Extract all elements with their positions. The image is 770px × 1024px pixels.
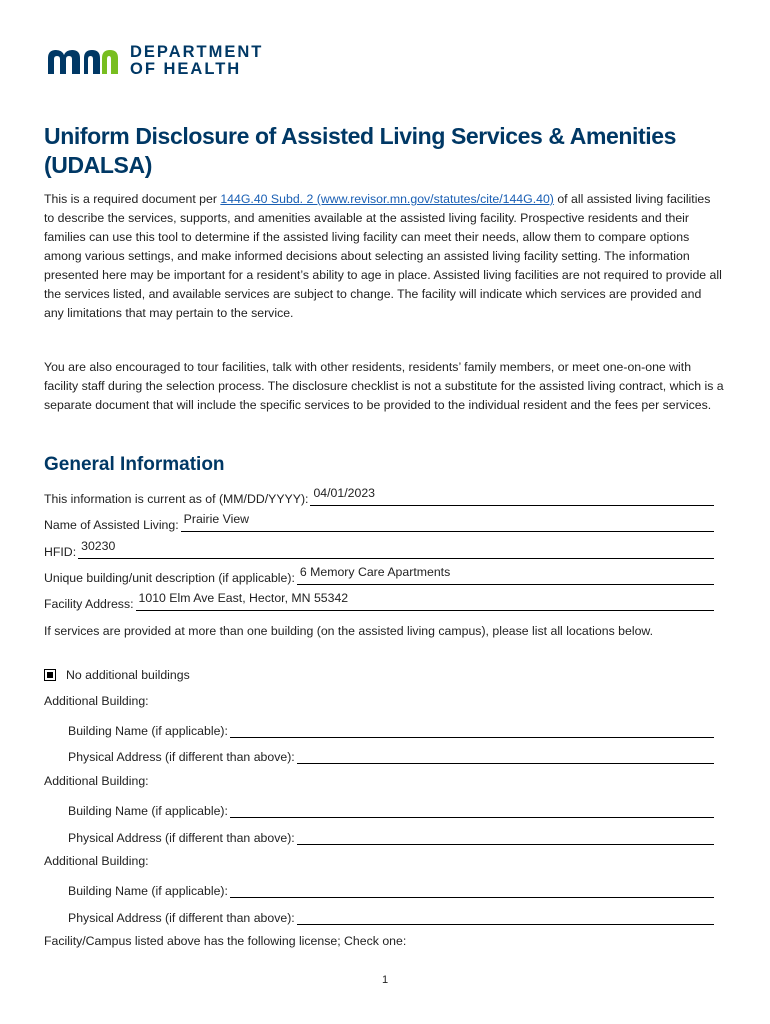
physical-address-label: Physical Address (if different than above):	[68, 750, 295, 764]
mn-logo-icon	[44, 44, 122, 78]
current-as-of-input[interactable]	[310, 483, 714, 506]
facility-address-field	[44, 589, 714, 611]
assisted-living-name-input[interactable]	[181, 509, 714, 532]
physical-address-label: Physical Address (if different than above):	[68, 911, 295, 925]
statute-link[interactable]: 144G.40 Subd. 2 (www.revisor.mn.gov/statutes/cite/144G.40)	[220, 192, 554, 206]
building-name-field	[68, 716, 714, 738]
assisted-living-name-label: Name of Assisted Living:	[44, 518, 179, 532]
no-additional-buildings-option[interactable]	[44, 668, 190, 682]
intro-text-after: of all assisted living facilities to describe the services, supports, and amenities available at the assisted living facility. Prospective residents and their families can use this tool to determine if the assisted living facility can meet their needs, allow them to compare options among various settings, and make informed decisions about selecting an assisted living facility setting. The information presented here may be important for a resident’s ability to age in place. Assisted living facilities are not required to provide all the services listed, and available services are subject to change. The facility will indicate which services are provided and any limitations that may pertain to the service.	[44, 192, 722, 320]
physical-address-input[interactable]	[297, 741, 714, 764]
hfid-value: 30230	[81, 539, 116, 553]
current-as-of-label: This information is current as of (MM/DD/YYYY):	[44, 492, 309, 506]
license-text: Facility/Campus listed above has the following license; Check one:	[44, 934, 407, 948]
physical-address-input[interactable]	[297, 902, 714, 925]
hfid-field	[44, 537, 714, 559]
physical-address-field	[68, 903, 714, 925]
building-name-label: Building Name (if applicable):	[68, 884, 228, 898]
building-name-input[interactable]	[230, 795, 714, 818]
building-name-field	[68, 796, 714, 818]
general-information-heading: General Information	[44, 454, 225, 475]
document-title: Uniform Disclosure of Assisted Living Services & Amenities (UDALSA)	[44, 123, 677, 178]
unit-description-value: 6 Memory Care Apartments	[299, 565, 451, 579]
intro-paragraph-1	[44, 190, 724, 323]
physical-address-field	[68, 742, 714, 764]
facility-address-value: 1010 Elm Ave East, Hector, MN 55342	[138, 591, 349, 605]
current-as-of-value: 04/01/2023	[313, 486, 375, 500]
logo-line-of-health: OF HEALTH	[130, 60, 242, 78]
physical-address-field	[68, 823, 714, 845]
assisted-living-name-value: Prairie View	[183, 512, 250, 526]
building-name-input[interactable]	[230, 875, 714, 898]
facility-address-label: Facility Address:	[44, 597, 134, 611]
additional-building-heading: Additional Building:	[44, 774, 149, 788]
intro-text-before: This is a required document per	[44, 192, 221, 206]
additional-building-heading: Additional Building:	[44, 694, 149, 708]
assisted-living-name-field	[44, 510, 714, 532]
physical-address-label: Physical Address (if different than above):	[68, 831, 295, 845]
intro-paragraph-2: You are also encouraged to tour facilities, talk with other residents, residents’ family members, or meet one-on-one with facility staff during the selection process. The disclosure checklist is not a substitute for the assisted living contract, which is a separate document that will include the specific services to be provided to the individual resident and the fees per services.	[44, 360, 724, 412]
current-as-of-field	[44, 484, 714, 506]
checkbox-checked[interactable]	[44, 669, 56, 681]
building-name-field	[68, 876, 714, 898]
mdh-logo	[44, 44, 263, 78]
logo-line-department: DEPARTMENT	[130, 43, 264, 61]
hfid-input[interactable]	[78, 536, 714, 559]
unit-description-input[interactable]	[297, 562, 714, 585]
additional-building-heading: Additional Building:	[44, 854, 149, 868]
no-additional-buildings-label: No additional buildings	[66, 668, 190, 682]
unit-description-field	[44, 563, 714, 585]
page-number: 1	[381, 974, 389, 986]
multi-building-text: If services are provided at more than one building (on the assisted living campus), please list all locations below.	[44, 624, 654, 638]
physical-address-input[interactable]	[297, 822, 714, 845]
facility-address-input[interactable]	[136, 588, 714, 611]
building-name-input[interactable]	[230, 715, 714, 738]
hfid-label: HFID:	[44, 545, 77, 559]
building-name-label: Building Name (if applicable):	[68, 724, 228, 738]
unit-description-label: Unique building/unit description (if applicable):	[44, 571, 295, 585]
building-name-label: Building Name (if applicable):	[68, 804, 228, 818]
